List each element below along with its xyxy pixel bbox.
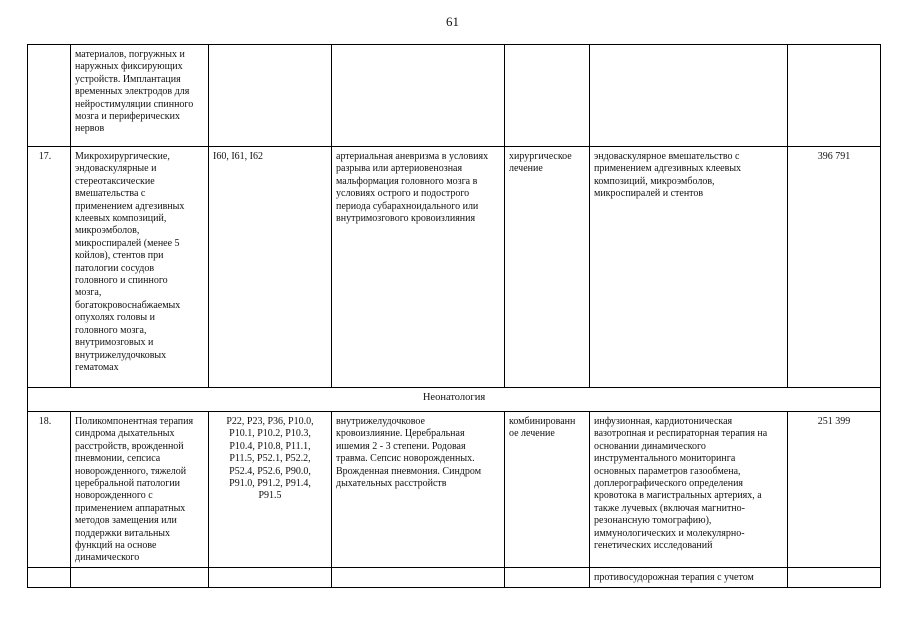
- icd-cell: [209, 45, 332, 147]
- icd-cell: [209, 567, 332, 587]
- treatment-method-cell: инфузионная, кардиотоническая вазотропная и респираторная терапия на основании динамического инструментального мониторинга основных параметров газообмена, доплерографического определения кровотока в магистральных артериях, а также лучевых (включая магнитно- резонансную томографию), иммунологических и молекулярно- генетических исследований: [590, 412, 788, 568]
- section-row: [28, 388, 881, 412]
- method-cell: [71, 567, 209, 587]
- treatment-type-cell: комбинированн ое лечение: [505, 412, 590, 568]
- treatment-method-cell: [590, 45, 788, 147]
- treatment-type-cell: хирургическое лечение: [505, 147, 590, 388]
- row-number: 17.: [28, 147, 71, 388]
- table-row: [28, 147, 881, 388]
- patient-model-cell: внутрижелудочковое кровоизлияние. Церебральная ишемия 2 - 3 степени. Родовая травма. Сепсис новорожденных. Врожденная пневмония. Синдром дыхательных расстройств: [332, 412, 505, 568]
- patient-model-cell: [332, 567, 505, 587]
- treatment-method-cell: эндоваскулярное вмешательство с применением адгезивных клеевых композиций, микроэмболов, микроспиралей и стентов: [590, 147, 788, 388]
- treatment-method-cell: противосудорожная терапия с учетом: [590, 567, 788, 587]
- treatment-type-cell: [505, 567, 590, 587]
- medical-care-table: [27, 44, 881, 588]
- table-row: [28, 45, 881, 147]
- method-cell: Микрохирургические, эндоваскулярные и стереотаксические вмешательства с применением адгезивных клеевых композиций, микроэмболов, микроспиралей (менее 5 койлов), стентов при патологии сосудов головного и спинного мозга, богатокровоснабжаемых опухолях головы и головного мозга, внутримозговых и внутрижелудочковых гематомах: [71, 147, 209, 388]
- method-cell: материалов, погружных и наружных фиксирующих устройств. Имплантация временных электродов для нейростимуляции спинного мозга и периферических нервов: [71, 45, 209, 147]
- cost-cell: 396 791: [788, 147, 881, 388]
- cost-cell: 251 399: [788, 412, 881, 568]
- treatment-type-cell: [505, 45, 590, 147]
- page-number: 61: [446, 14, 459, 29]
- icd-cell: I60, I61, I62: [209, 147, 332, 388]
- patient-model-cell: артериальная аневризма в условиях разрыва или артериовенозная мальформация головного мозга в условиях острого и подострого периода субарахноидального или внутримозгового кровоизлияния: [332, 147, 505, 388]
- patient-model-cell: [332, 45, 505, 147]
- cost-cell: [788, 45, 881, 147]
- section-title: Неонатология: [28, 388, 881, 412]
- table-row: [28, 412, 881, 568]
- method-cell: Поликомпонентная терапия синдрома дыхательных расстройств, врожденной пневмонии, сепсиса новорожденного, тяжелой церебральной патологии новорожденного с применением аппаратных методов замещения или поддержки витальных функций на основе динамического: [71, 412, 209, 568]
- row-number: [28, 567, 71, 587]
- cost-cell: [788, 567, 881, 587]
- table-row: [28, 567, 881, 587]
- row-number: [28, 45, 71, 147]
- icd-cell: P22, P23, P36, P10.0, P10.1, P10.2, P10.3, P10.4, P10.8, P11.1, P11.5, P52.1, P52.2, P52.4, P52.6, P90.0, P91.0, P91.2, P91.4, P91.5: [209, 412, 332, 568]
- row-number: 18.: [28, 412, 71, 568]
